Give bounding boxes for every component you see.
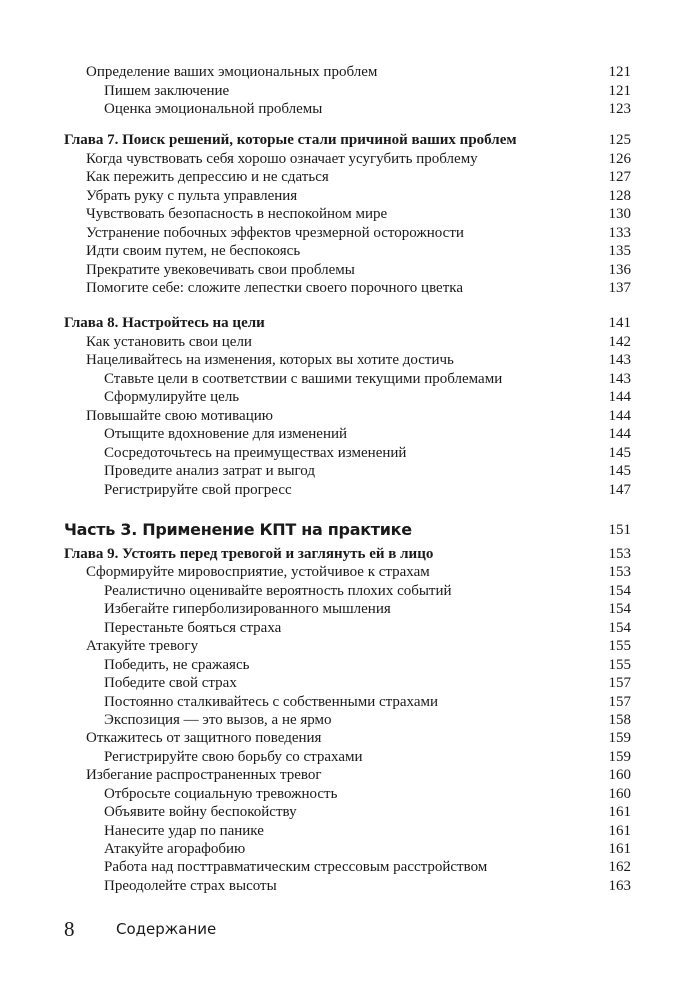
toc-entry-page: 121 xyxy=(608,82,631,99)
toc-entry-title: Избегайте гиперболизированного мышления xyxy=(104,601,391,618)
toc-entry[interactable] xyxy=(64,674,631,692)
toc-entry-title: Помогите себе: сложите лепестки своего порочного цветка xyxy=(86,280,463,296)
toc-entry-title: Отыщите вдохновение для изменений xyxy=(104,426,348,442)
toc-entry[interactable] xyxy=(64,637,631,655)
toc-entry-page: 133 xyxy=(608,224,631,241)
toc-entry[interactable] xyxy=(64,425,631,444)
toc-entry-title: Откажитесь от защитного поведения xyxy=(86,730,322,747)
toc-entry[interactable] xyxy=(64,785,631,803)
toc-entry[interactable] xyxy=(64,729,631,747)
toc-entry-page: 157 xyxy=(608,675,631,692)
toc-entry[interactable] xyxy=(64,187,631,206)
toc-entry-title: Атакуйте агорафобию xyxy=(104,841,246,857)
toc-entry[interactable] xyxy=(64,351,631,370)
toc-entry-page: 143 xyxy=(608,370,631,387)
toc-entry-title: Пишем заключение xyxy=(104,82,230,99)
toc-entry-title: Победить, не сражаясь xyxy=(104,656,250,673)
toc-entry-page: 145 xyxy=(608,463,631,479)
toc-entry-page: 141 xyxy=(608,315,631,331)
toc-entry-page: 161 xyxy=(608,841,631,857)
toc-entry-page: 160 xyxy=(608,785,631,802)
toc-entry-page: 136 xyxy=(608,261,631,278)
toc-entry-page: 154 xyxy=(608,601,631,618)
footer-running-title: Содержание xyxy=(116,920,217,938)
toc-entry-page: 135 xyxy=(608,243,631,259)
toc-entry-page: 157 xyxy=(608,693,631,710)
toc-entry[interactable] xyxy=(64,168,631,187)
toc-entry-page: 147 xyxy=(608,481,631,498)
toc-entry-page: 128 xyxy=(608,187,631,204)
toc-entry[interactable] xyxy=(64,333,631,352)
toc-entry[interactable] xyxy=(64,444,631,463)
toc-entry-title: Глава 9. Устоять перед тревогой и заглянуть ей в лицо xyxy=(64,546,434,562)
toc-entry[interactable] xyxy=(64,656,631,674)
toc-entry-title: Как пережить депрессию и не сдаться xyxy=(86,169,329,185)
toc-entry-title: Экспозиция — это вызов, а не ярмо xyxy=(104,711,332,728)
toc-entry-page: 158 xyxy=(608,711,631,728)
toc-entry-page: 154 xyxy=(608,619,631,636)
toc-entry-title: Регистрируйте свою борьбу со страхами xyxy=(104,748,363,765)
toc-entry-page: 155 xyxy=(608,638,631,655)
toc-entry[interactable] xyxy=(64,600,631,618)
toc-entry-title: Преодолейте страх высоты xyxy=(104,877,277,894)
toc-entry-page: 153 xyxy=(608,546,631,562)
toc-entry-title: Когда чувствовать себя хорошо означает усугубить проблему xyxy=(86,150,478,167)
toc-entry[interactable] xyxy=(64,261,631,280)
toc-entry[interactable] xyxy=(64,242,631,261)
toc-entry-title: Сформулируйте цель xyxy=(104,389,240,405)
toc-entry[interactable] xyxy=(64,388,631,407)
toc-entry[interactable] xyxy=(64,840,631,858)
toc-entry[interactable] xyxy=(64,711,631,729)
part-page: 151 xyxy=(608,522,631,538)
part-title: Часть 3. Применение КПТ на практике xyxy=(64,520,412,539)
toc-entry-title: Чувствовать безопасность в неспокойном мире xyxy=(86,206,388,222)
toc-entry-page: 161 xyxy=(608,804,631,821)
toc-entry-title: Объявите войну беспокойству xyxy=(104,804,297,821)
toc-entry-title: Регистрируйте свой прогресс xyxy=(104,481,292,498)
toc-entry-title: Сосредоточьтесь на преимуществах изменений xyxy=(104,444,407,461)
toc-entry-page: 144 xyxy=(608,407,631,424)
toc-entry-title: Атакуйте тревогу xyxy=(86,638,199,655)
toc-entry[interactable] xyxy=(64,481,631,500)
toc-entry[interactable] xyxy=(64,407,631,426)
toc-entry-page: 162 xyxy=(608,859,631,876)
toc-entry-page: 163 xyxy=(608,877,631,894)
toc-entry-title: Нацеливайтесь на изменения, которых вы хотите достичь xyxy=(86,352,454,368)
toc-entry[interactable] xyxy=(64,803,631,821)
toc-entry-page: 125 xyxy=(608,132,631,148)
toc-entry-title: Перестаньте бояться страха xyxy=(104,619,282,636)
toc-entry[interactable] xyxy=(64,100,631,119)
toc-entry[interactable] xyxy=(64,150,631,169)
toc-entry[interactable] xyxy=(64,462,631,481)
toc-entry-page: 144 xyxy=(608,389,631,405)
toc-entry-page: 123 xyxy=(608,101,631,117)
toc-group-chapter-7 xyxy=(64,131,631,298)
toc-entry[interactable] xyxy=(64,224,631,243)
toc-entry-title: Как установить свои цели xyxy=(86,333,252,350)
toc-entry-title: Глава 8. Настройтесь на цели xyxy=(64,315,265,331)
toc-entry-title: Повышайте свою мотивацию xyxy=(86,407,273,424)
toc-entry-page: 159 xyxy=(608,748,631,765)
toc-entry[interactable] xyxy=(64,693,631,711)
toc-entry[interactable] xyxy=(64,63,631,82)
toc-entry-page: 145 xyxy=(608,444,631,461)
toc-entry-page: 137 xyxy=(608,280,631,296)
toc-chapter-entry[interactable] xyxy=(64,545,631,563)
toc-entry-title: Реалистично оценивайте вероятность плохих событий xyxy=(104,582,452,599)
toc-entry-title: Отбросьте социальную тревожность xyxy=(104,785,338,802)
toc-entry-title: Убрать руку с пульта управления xyxy=(86,187,298,204)
toc-entry-page: 153 xyxy=(608,564,631,581)
toc-entry-title: Победите свой страх xyxy=(104,675,237,692)
toc-entry[interactable] xyxy=(64,279,631,298)
toc-entry-title: Глава 7. Поиск решений, которые стали причиной ваших проблем xyxy=(64,132,517,148)
toc-entry-title: Постоянно сталкивайтесь с собственными страхами xyxy=(104,693,439,710)
toc-entry-title: Ставьте цели в соответствии с вашими текущими проблемами xyxy=(104,370,503,387)
toc-entry[interactable] xyxy=(64,370,631,389)
toc-entry[interactable] xyxy=(64,748,631,766)
toc-part-heading[interactable] xyxy=(64,519,631,541)
toc-entry-title: Нанесите удар по панике xyxy=(104,822,264,839)
toc-entry-title: Определение ваших эмоциональных проблем xyxy=(86,64,378,80)
toc-entry-title: Оценка эмоциональной проблемы xyxy=(104,101,323,117)
toc-group-chapter-6-continued xyxy=(64,63,631,119)
toc-entry-page: 155 xyxy=(608,656,631,673)
toc-entry-title: Устранение побочных эффектов чрезмерной осторожности xyxy=(86,224,464,241)
toc-entry[interactable] xyxy=(64,766,631,784)
footer-page-number: 8 xyxy=(64,917,75,941)
toc-entry-page: 161 xyxy=(608,822,631,839)
toc-entry-title: Проведите анализ затрат и выгод xyxy=(104,463,315,479)
toc-entry-page: 159 xyxy=(608,730,631,747)
toc-entry-page: 160 xyxy=(608,767,631,784)
toc-entry-page: 130 xyxy=(608,206,631,222)
toc-entry-page: 127 xyxy=(608,169,631,185)
toc-entry-page: 121 xyxy=(608,64,631,80)
toc-entry[interactable] xyxy=(64,619,631,637)
toc-entry[interactable] xyxy=(64,82,631,101)
toc-entry[interactable] xyxy=(64,858,631,876)
toc-entry-page: 142 xyxy=(608,333,631,350)
toc-entry[interactable] xyxy=(64,563,631,581)
toc-chapter-entry[interactable] xyxy=(64,131,631,150)
toc-entry-title: Прекратите увековечивать свои проблемы xyxy=(86,261,355,278)
toc-entry-page: 126 xyxy=(608,150,631,167)
toc-entry[interactable] xyxy=(64,205,631,224)
toc-group-chapter-8 xyxy=(64,314,631,499)
toc-entry-title: Сформируйте мировосприятие, устойчивое к страхам xyxy=(86,564,430,581)
toc-entry[interactable] xyxy=(64,582,631,600)
toc-group-chapter-9 xyxy=(64,545,631,895)
toc-entry-title: Работа над посттравматическим стрессовым расстройством xyxy=(104,859,488,876)
toc-entry[interactable] xyxy=(64,877,631,895)
toc-entry-page: 154 xyxy=(608,582,631,599)
toc-entry[interactable] xyxy=(64,822,631,840)
toc-entry-title: Избегание распространенных тревог xyxy=(86,767,322,784)
toc-chapter-entry[interactable] xyxy=(64,314,631,333)
toc-entry-title: Идти своим путем, не беспокоясь xyxy=(86,243,301,259)
toc-entry-page: 144 xyxy=(608,426,631,442)
toc-entry-page: 143 xyxy=(608,352,631,368)
